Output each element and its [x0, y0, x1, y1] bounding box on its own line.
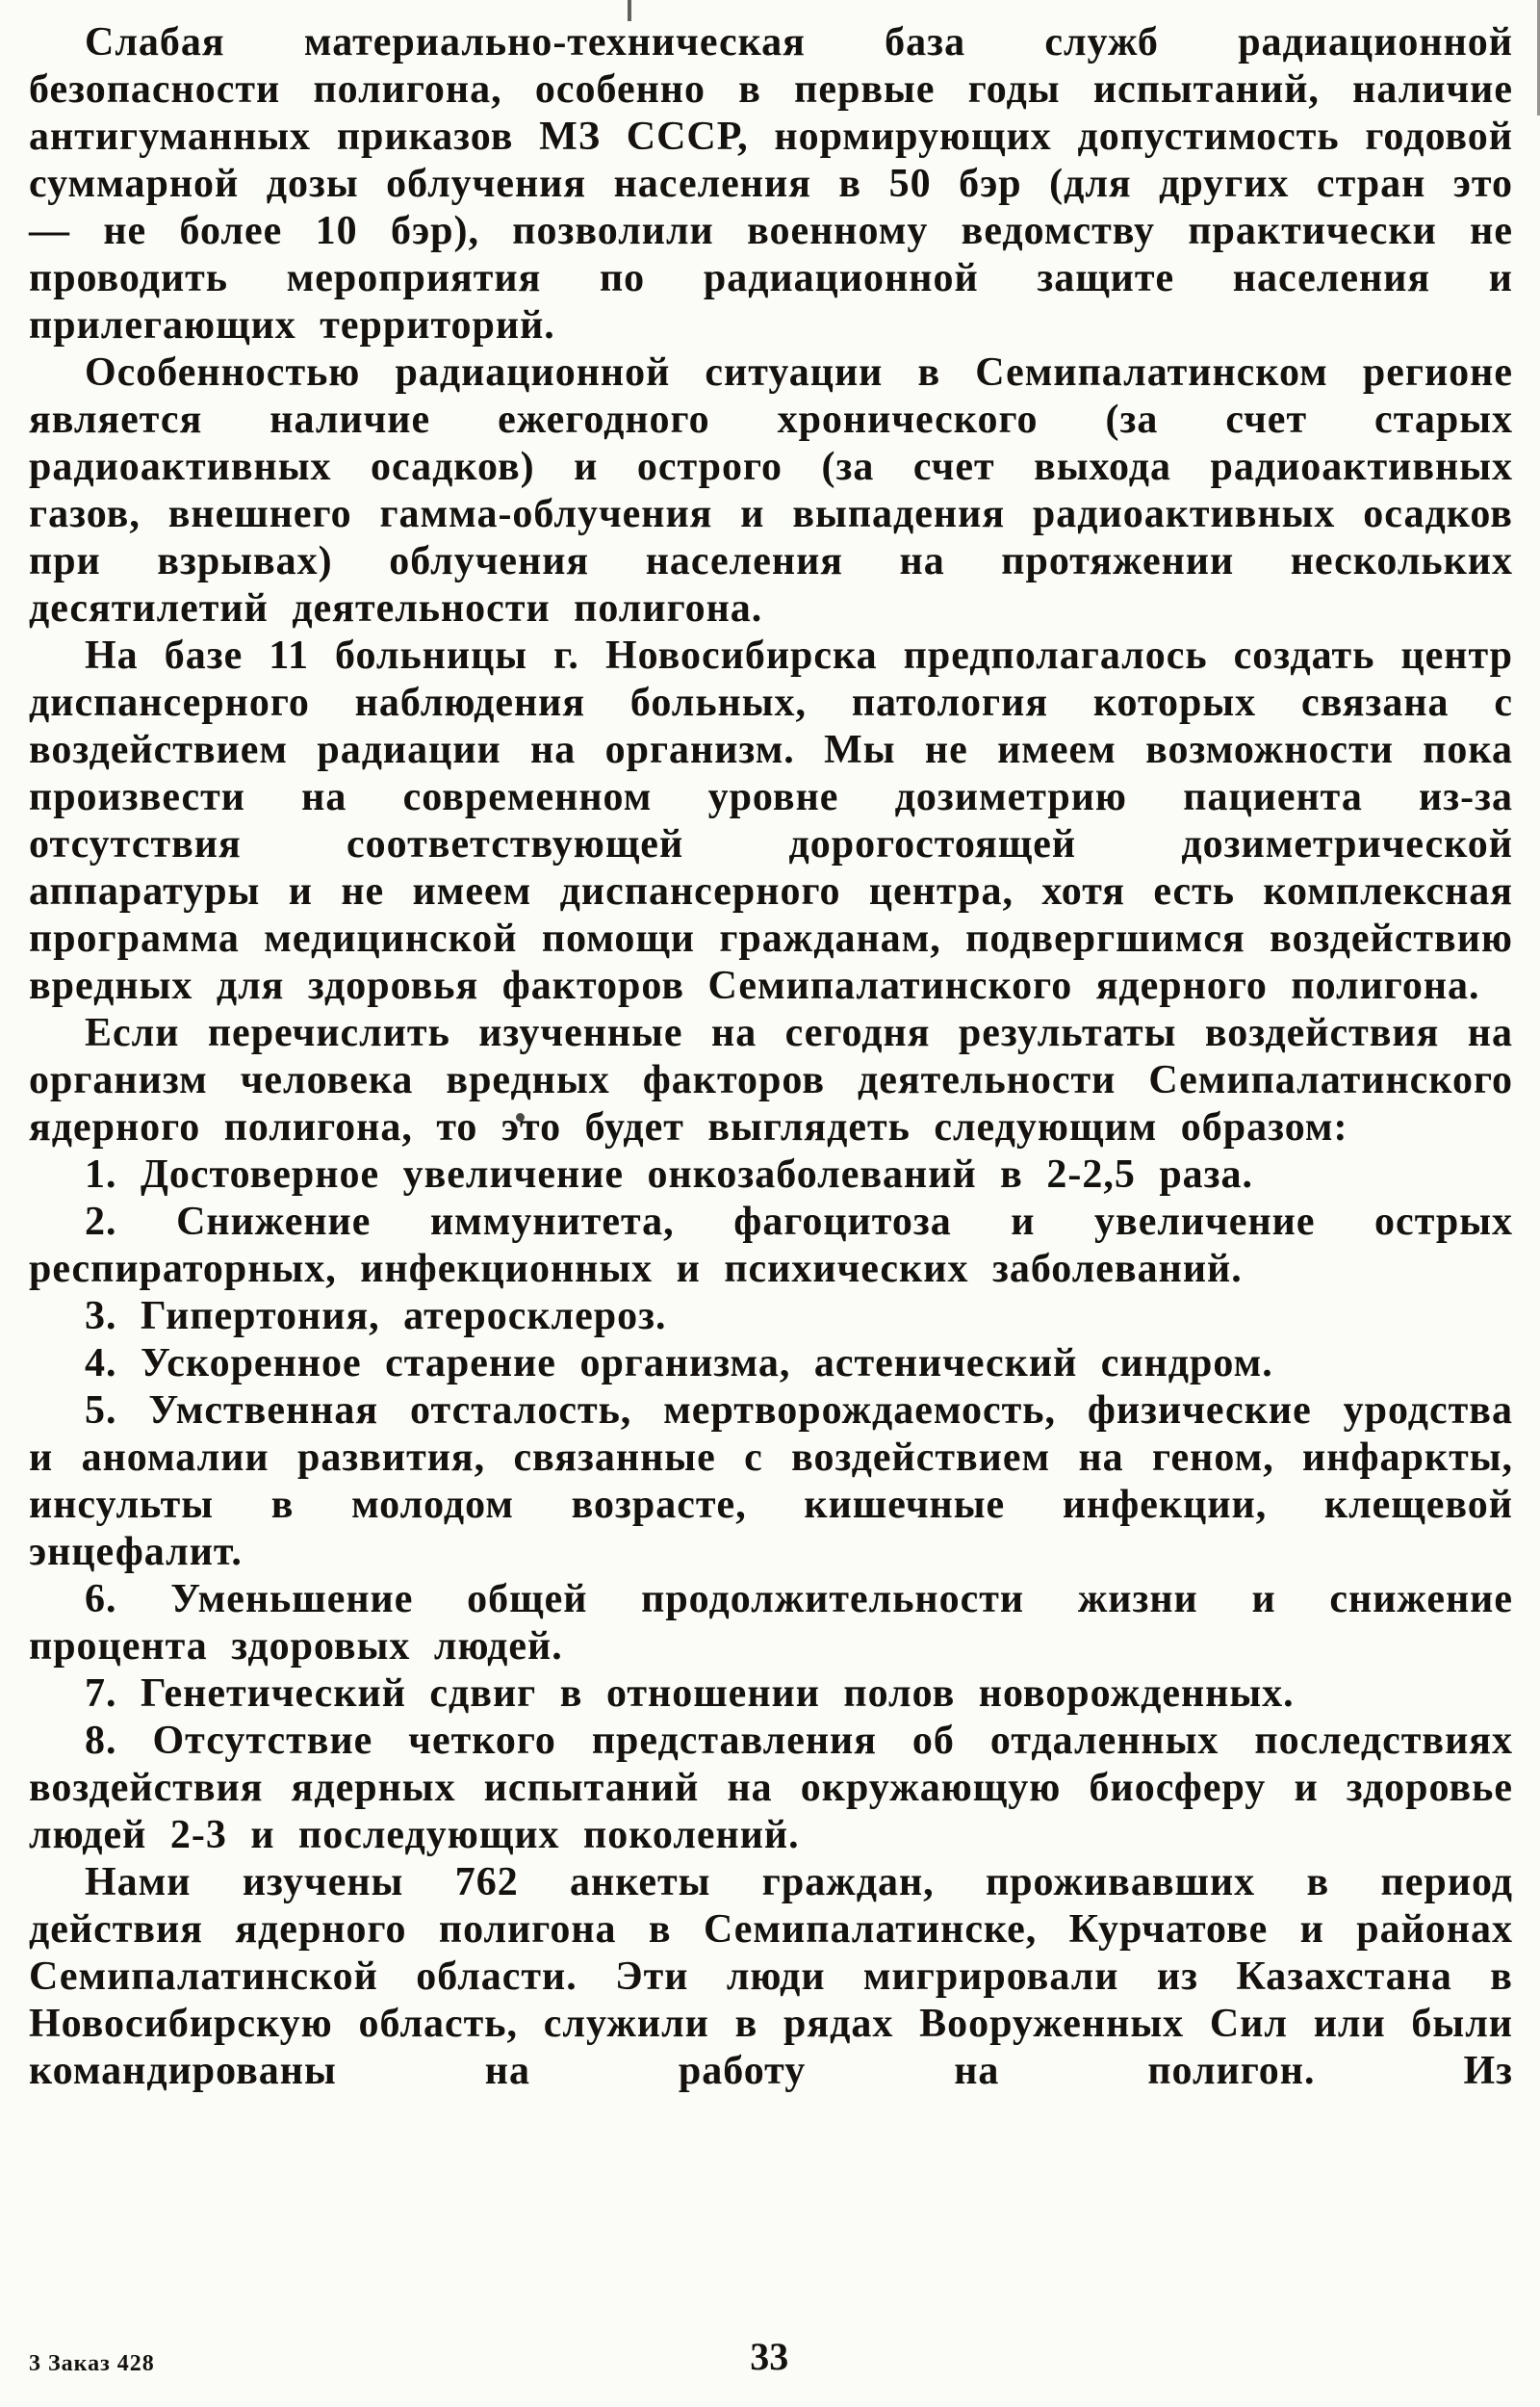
list-item: 5. Умственная отсталость, мертворождаемость, физические уродства и аномалии развития, связанные с воздействием на геном, инфаркты, инсульты в молодом возрасте, кишечные инфекции, клещевой энцефалит. [29, 1388, 1513, 1574]
list-item: 1. Достоверное увеличение онкозаболеваний в 2-2,5 раза. [85, 1152, 1254, 1197]
list-item: 6. Уменьшение общей продолжительности жизни и снижение процента здоровых людей. [29, 1577, 1513, 1669]
page-number: 33 [750, 2335, 789, 2378]
body-text-block [29, 19, 1513, 2095]
paragraph: На базе 11 больницы г. Новосибирска предполагалось создать центр диспансерного наблюдения больных, патология которых связана с воздействием радиации на организм. Мы не имеем возможности пока произвести на современном уровне дозиметрию пациента из-за отсутствия соответствующей дорогостоящей дозиметрической аппаратуры и не имеем диспансерного центра, хотя есть комплексная программа медицинской помощи гражданам, подвергшимся воздействию вредных для здоровья факторов Семипалатинского ядерного полигона. [29, 634, 1513, 1008]
paragraph: Нами изучены 762 анкеты граждан, проживавших в период действия ядерного полигона в Семипалатинске, Курчатове и районах Семипалатинской области. Эти люди мигрировали из Казахстана в Новосибирскую область, служили в рядах Вооруженных Сил или были командированы на работу на полигон. Из [29, 1860, 1513, 2093]
list-item: 3. Гипертония, атеросклероз. [85, 1294, 667, 1338]
list-item: 4. Ускоренное старение организма, астенический синдром. [85, 1341, 1273, 1385]
printer-order-code: 3 Заказ 428 [29, 2351, 155, 2376]
list-item: 7. Генетический сдвиг в отношении полов новорожденных. [85, 1671, 1295, 1716]
list-item: 2. Снижение иммунитета, фагоцитоза и увеличение острых респираторных, инфекционных и психических заболеваний. [29, 1200, 1513, 1291]
list-item: 8. Отсутствие четкого представления об отдаленных последствиях воздействия ядерных испытаний на окружающую биосферу и здоровье людей 2-3 и последующих поколений. [29, 1719, 1513, 1857]
scan-artifact-mark [628, 0, 631, 21]
paragraph: Особенностью радиационной ситуации в Семипалатинском регионе является наличие ежегодного хронического (за счет старых радиоактивных осадков) и острого (за счет выхода радиоактивных газов, внешнего гамма-облучения и выпадения радиоактивных осадков при взрывах) облучения населения на протяжении нескольких десятилетий деятельности полигона. [29, 350, 1513, 631]
paragraph: Слабая материально-техническая база служб радиационной безопасности полигона, особенно в первые годы испытаний, наличие антигуманных приказов МЗ СССР, нормирующих допустимость годовой суммарной дозы облучения населения в 50 бэр (для других стран это — не более 10 бэр), позволили военному ведомству практически не проводить мероприятия по радиационной защите населения и прилегающих территорий. [29, 20, 1513, 348]
page-footer [29, 2334, 1511, 2388]
paragraph: Если перечислить изученные на сегодня результаты воздействия на организм человека вредных факторов деятельности Семипалатинского ядерного полигона, то это будет выглядеть следующим образом: [29, 1011, 1513, 1150]
